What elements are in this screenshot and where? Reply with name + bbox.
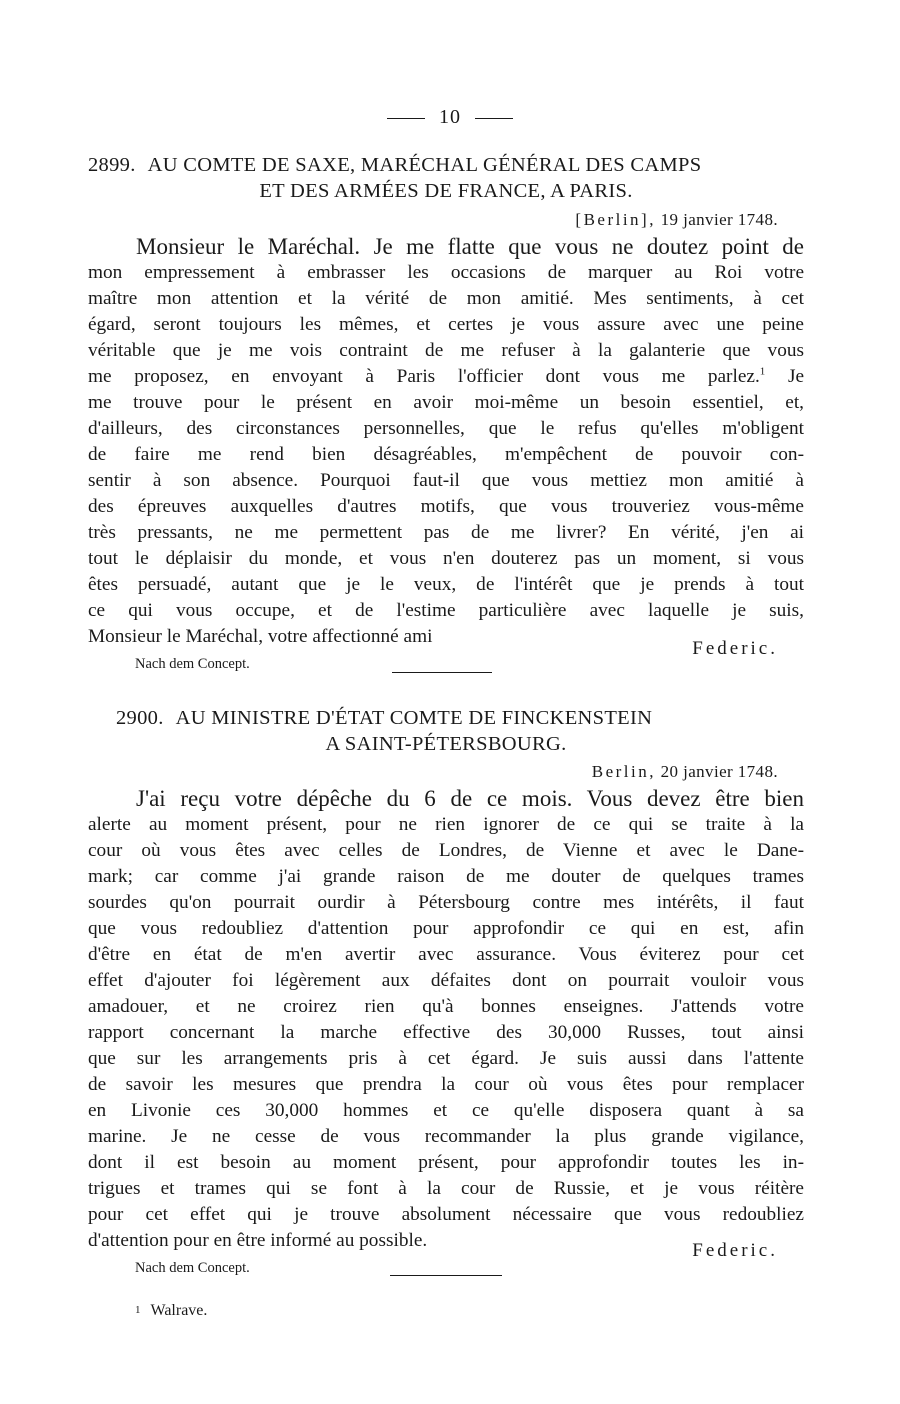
signature-2900: Federic.	[692, 1240, 778, 1261]
body-line: des épreuves auxquelles d'autres motifs, que vous trouveriez vous-même	[88, 496, 804, 517]
letter-body-2900	[88, 786, 804, 1254]
footnote-text: Walrave.	[150, 1302, 208, 1319]
page-number	[0, 106, 900, 129]
dateline-2900	[592, 762, 778, 782]
body-line: de faire me rend bien désagréables, m'empêchent de pouvoir con-	[88, 444, 804, 465]
source-note-2899: Nach dem Concept.	[135, 656, 250, 672]
body-line: égard, seront toujours les mêmes, et certes je vous assure avec une peine	[88, 314, 804, 335]
body-line: mon empressement à embrasser les occasions de marquer au Roi votre	[88, 262, 804, 283]
body-line: sourdes qu'on pourrait ourdir à Pétersbourg contre mes intérêts, il faut	[88, 892, 804, 913]
body-line: Monsieur le Maréchal, votre affectionné ami	[88, 626, 433, 647]
body-line: dont il est besoin au moment présent, pour approfondir toutes les in-	[88, 1152, 804, 1173]
body-line: d'attention pour en être informé au possible.	[88, 1230, 428, 1251]
body-line: rapport concernant la marche effective des 30,000 Russes, tout ainsi	[88, 1022, 804, 1043]
letter-heading-2900	[88, 705, 804, 757]
letter-heading-2899	[88, 152, 804, 204]
body-line: êtes persuadé, autant que je le veux, de l'intérêt que je prends à tout	[88, 574, 804, 595]
body-line: en Livonie ces 30,000 hommes et ce qu'elle disposera quant à sa	[88, 1100, 804, 1121]
body-line-text: J'ai reçu votre dépêche du 6 de ce mois. Vous devez être bien	[136, 786, 804, 811]
body-line: amadouer, et ne croirez rien qu'à bonnes enseignes. J'attends votre	[88, 996, 804, 1017]
body-line-text: Monsieur le Maréchal. Je me flatte que vous ne doutez point de	[136, 234, 804, 259]
body-line: trigues et trames qui se font à la cour de Russie, et je vous réitère	[88, 1178, 804, 1199]
letter-heading-line2: ET DES ARMÉES DE FRANCE, A PARIS.	[259, 180, 633, 202]
letter-body-2899	[88, 234, 804, 650]
dateline-date: 19 janvier 1748.	[660, 210, 778, 229]
section-separator	[392, 672, 492, 673]
body-line: cour où vous êtes avec celles de Londres, de Vienne et avec le Dane-	[88, 840, 804, 861]
letter-number: 2899.	[88, 154, 136, 176]
letter-heading-text: AU COMTE DE SAXE, MARÉCHAL GÉNÉRAL DES CAMPS	[147, 154, 702, 176]
dateline-place: [Berlin],	[575, 210, 656, 229]
body-line: alerte au moment présent, pour ne rien ignorer de ce qui se traite à la	[88, 814, 804, 835]
body-line: mark; car comme j'ai grande raison de me douter de quelques trames	[88, 866, 804, 887]
source-note-2900: Nach dem Concept.	[135, 1260, 250, 1276]
body-line: sentir à son absence. Pourquoi faut-il que vous mettiez mon amitié à	[88, 470, 804, 491]
footnote-reference: 1	[759, 365, 766, 378]
dateline-date: 20 janvier 1748.	[660, 762, 778, 781]
body-line: marine. Je ne cesse de vous recommander la plus grande vigilance,	[88, 1126, 804, 1147]
dateline-place: Berlin,	[591, 762, 656, 781]
body-line: d'être en état de m'en avertir avec assurance. Vous éviterez pour cet	[88, 944, 804, 965]
footnote	[135, 1302, 207, 1320]
signature-2899: Federic.	[692, 638, 778, 659]
body-line: que vous redoubliez d'attention pour approfondir ce qui en est, afin	[88, 918, 804, 939]
body-line: très pressants, ne me permettent pas de me livrer? En vérité, j'en ai	[88, 522, 804, 543]
body-line: d'ailleurs, des circonstances personnelles, que le refus qu'elles m'obligent	[88, 418, 804, 439]
letter-heading-line1	[88, 152, 804, 178]
body-line: me trouve pour le présent en avoir moi-même un besoin essentiel, et,	[88, 392, 804, 413]
body-line: de savoir les mesures que prendra la cour où vous êtes pour remplacer	[88, 1074, 804, 1095]
body-line: pour cet effet qui je trouve absolument nécessaire que vous redoubliez	[88, 1204, 804, 1225]
footnote-mark: 1	[135, 1304, 141, 1316]
body-line	[88, 786, 804, 812]
letter-heading-text: AU MINISTRE D'ÉTAT COMTE DE FINCKENSTEIN	[175, 707, 653, 729]
body-line: véritable que je me vois contraint de me refuser à la galanterie que vous	[88, 340, 804, 361]
dateline-2899	[575, 210, 778, 230]
body-line-text: me proposez, en envoyant à Paris l'officier dont vous me parlez.	[88, 366, 760, 387]
body-line: maître mon attention et la vérité de mon amitié. Mes sentiments, à cet	[88, 288, 804, 309]
body-line-tail: Je	[787, 366, 804, 387]
body-line: effet d'ajouter foi légèrement aux défaites dont on pourrait vouloir vous	[88, 970, 804, 991]
body-line	[88, 234, 804, 260]
letter-number: 2900.	[116, 707, 164, 729]
body-line: que sur les arrangements pris à cet égard. Je suis aussi dans l'attente	[88, 1048, 804, 1069]
body-line	[88, 364, 804, 390]
body-line: ce qui vous occupe, et de l'estime particulière avec laquelle je suis,	[88, 600, 804, 621]
page-number-dash-right	[475, 118, 513, 119]
letter-heading-line1	[88, 705, 804, 731]
page-number-text: 10	[439, 106, 461, 128]
letter-heading-line2: A SAINT-PÉTERSBOURG.	[325, 733, 567, 755]
page-number-dash-left	[387, 118, 425, 119]
body-line: tout le déplaisir du monde, et vous n'en douterez pas un moment, si vous	[88, 548, 804, 569]
footnote-separator	[390, 1275, 502, 1276]
